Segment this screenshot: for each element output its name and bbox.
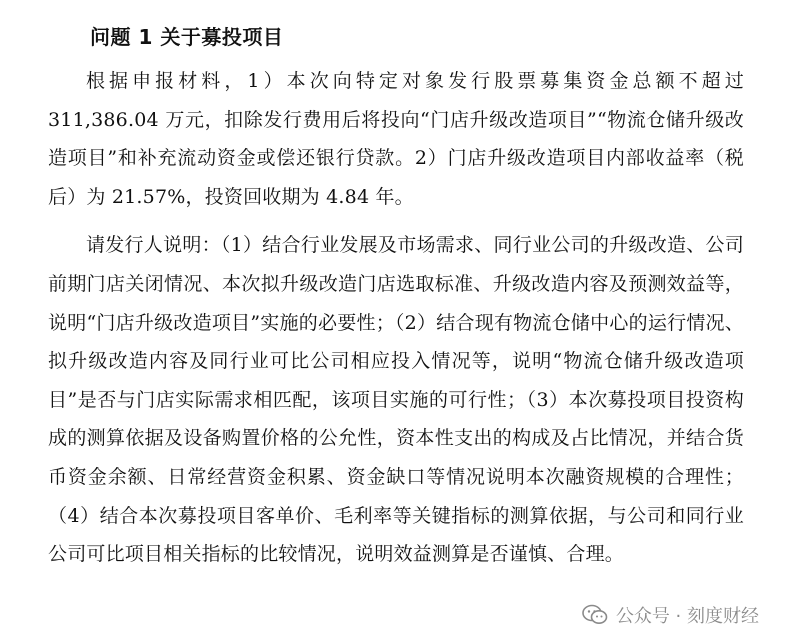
- document-body: [48, 22, 744, 584]
- question-heading: 问题 1 关于募投项目: [90, 25, 284, 49]
- watermark: [578, 600, 763, 630]
- watermark-text: 公众号 · 刻度财经: [615, 606, 759, 627]
- paragraph-request: 请发行人说明：（1）结合行业发展及市场需求、同行业公司的升级改造、公司前期门店关闭情况、本次拟升级改造门店选取标准、升级改造内容及预测效益等，说明“门店升级改造项目”实施的必要性；（2）结合现有物流仓储中心的运行情况、拟升级改造内容及同行业可比公司相应投入情况等，说明“物流仓储升级改造项目”是否与门店实际需求相匹配，该项目实施的可行性；（3）本次募投项目投资构成的测算依据及设备购置价格的公允性，资本性支出的构成及占比情况，并结合货币资金余额、日常经营资金积累、资金缺口等情况说明本次融资规模的合理性；（4）结合本次募投项目客单价、毛利率等关键指标的测算依据，与公司和同行业公司可比项目相关指标的比较情况，说明效益测算是否谨慎、合理。: [48, 234, 744, 566]
- wechat-icon: [582, 604, 608, 626]
- paragraph-background: 根据申报材料，1）本次向特定对象发行股票募集资金总额不超过311,386.04 万元，扣除发行费用后将投向“门店升级改造项目”“物流仓储升级改造项目”和补充流动资金或偿还银行贷款。2）门店升级改造项目内部收益率（税后）为 21.57%，投资回收期为 4.84 年。: [48, 70, 744, 208]
